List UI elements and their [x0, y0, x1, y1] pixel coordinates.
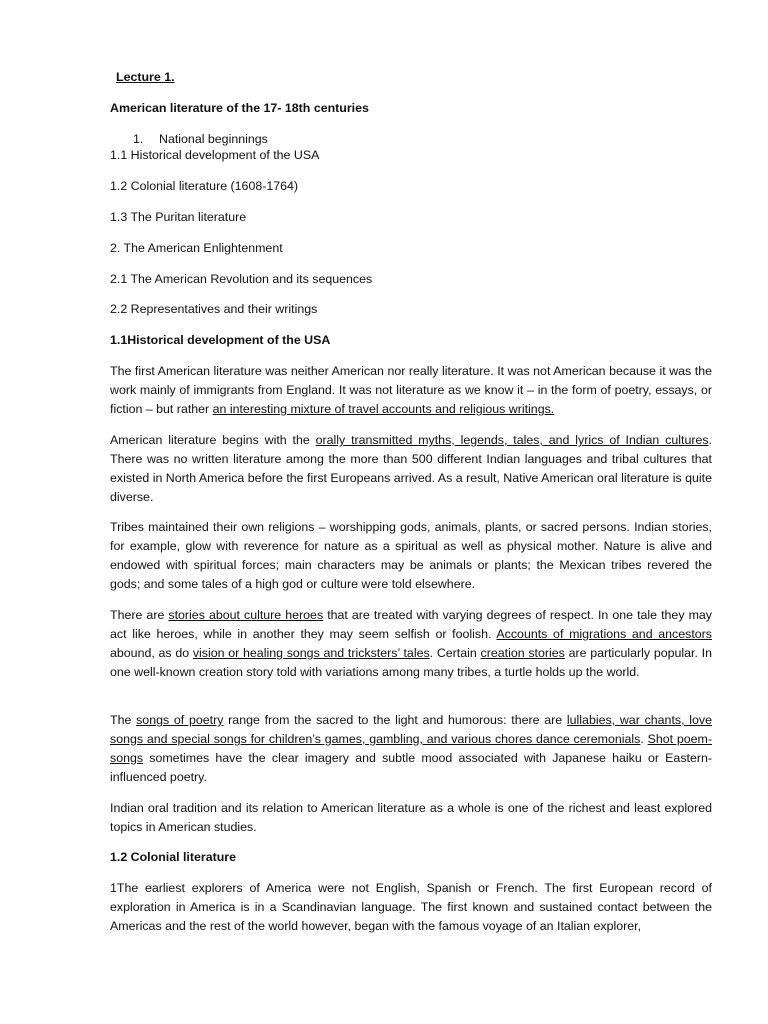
document-title: American literature of the 17- 18th centuries — [110, 101, 369, 115]
section-heading-1-2: 1.2 Colonial literature — [110, 850, 237, 864]
paragraph-4: There are stories about culture heroes that are treated with varying degrees of respect. In one tale they may act like heroes, while in another they may seem selfish or foolish. Accounts of migrations and ancestors abound, as do vision or healing songs and tricksters’ tales. Certain creation stories are particularly popular. In one well-known creation story told with variations among many tribes, a turtle holds up the world. — [110, 608, 713, 679]
outline-item-1-number: 1. — [133, 132, 144, 146]
paragraph-7: 1The earliest explorers of America were not English, Spanish or French. The first European record of exploration in America is in a Scandinavian language. The first known and sustained contact between the Americas and the rest of the world however, began with the famous voyage of an Italian explorer, — [110, 881, 712, 933]
outline-item-2-1: 2.1 The American Revolution and its sequences — [110, 272, 373, 286]
paragraph-3: Tribes maintained their own religions – worshipping gods, animals, plants, or sacred persons. Indian stories, for example, glow with reverence for nature as a spiritual as well as physical mother. Nature is alive and endowed with spiritual forces; main characters may be animals or plants; the Mexican tribes revered the gods; and some tales of a high god or culture were told elsewhere. — [110, 520, 712, 591]
paragraph-1: The first American literature was neither American nor really literature. It was not American because it was the work mainly of immigrants from England. It was not literature as we know it – in the form of poetry, essays, or fiction – but rather an interesting mixture of travel accounts and religious writings. — [110, 364, 712, 416]
lecture-label: Lecture 1. — [116, 70, 175, 84]
outline-item-1-2: 1.2 Colonial literature (1608-1764) — [110, 179, 299, 193]
outline-item-1-1: 1.1 Historical development of the USA — [110, 148, 320, 162]
section-heading-1-1: 1.1Historical development of the USA — [110, 333, 331, 347]
outline-item-2: 2. The American Enlightenment — [110, 241, 283, 255]
paragraph-5: The songs of poetry range from the sacred to the light and humorous: there are lullabies, war chants, love songs and special songs for children’s games, gambling, and various chores dance ceremonials. Shot poem-songs sometimes have the clear imagery and subtle mood associated with Japanese haiku or Eastern-influenced poetry. — [110, 713, 712, 784]
paragraph-6: Indian oral tradition and its relation to American literature as a whole is one of the richest and least explored topics in American studies. — [110, 801, 712, 834]
outline-item-2-2: 2.2 Representatives and their writings — [110, 302, 318, 316]
outline-item-1: National beginnings — [159, 132, 268, 146]
paragraph-2: American literature begins with the orally transmitted myths, legends, tales, and lyrics of Indian cultures. There was no written literature among the more than 500 different Indian languages and tribal cultures that existed in North America before the first Europeans arrived. As a result, Native American oral literature is quite diverse. — [110, 433, 712, 504]
outline-item-1-3: 1.3 The Puritan literature — [110, 210, 247, 224]
